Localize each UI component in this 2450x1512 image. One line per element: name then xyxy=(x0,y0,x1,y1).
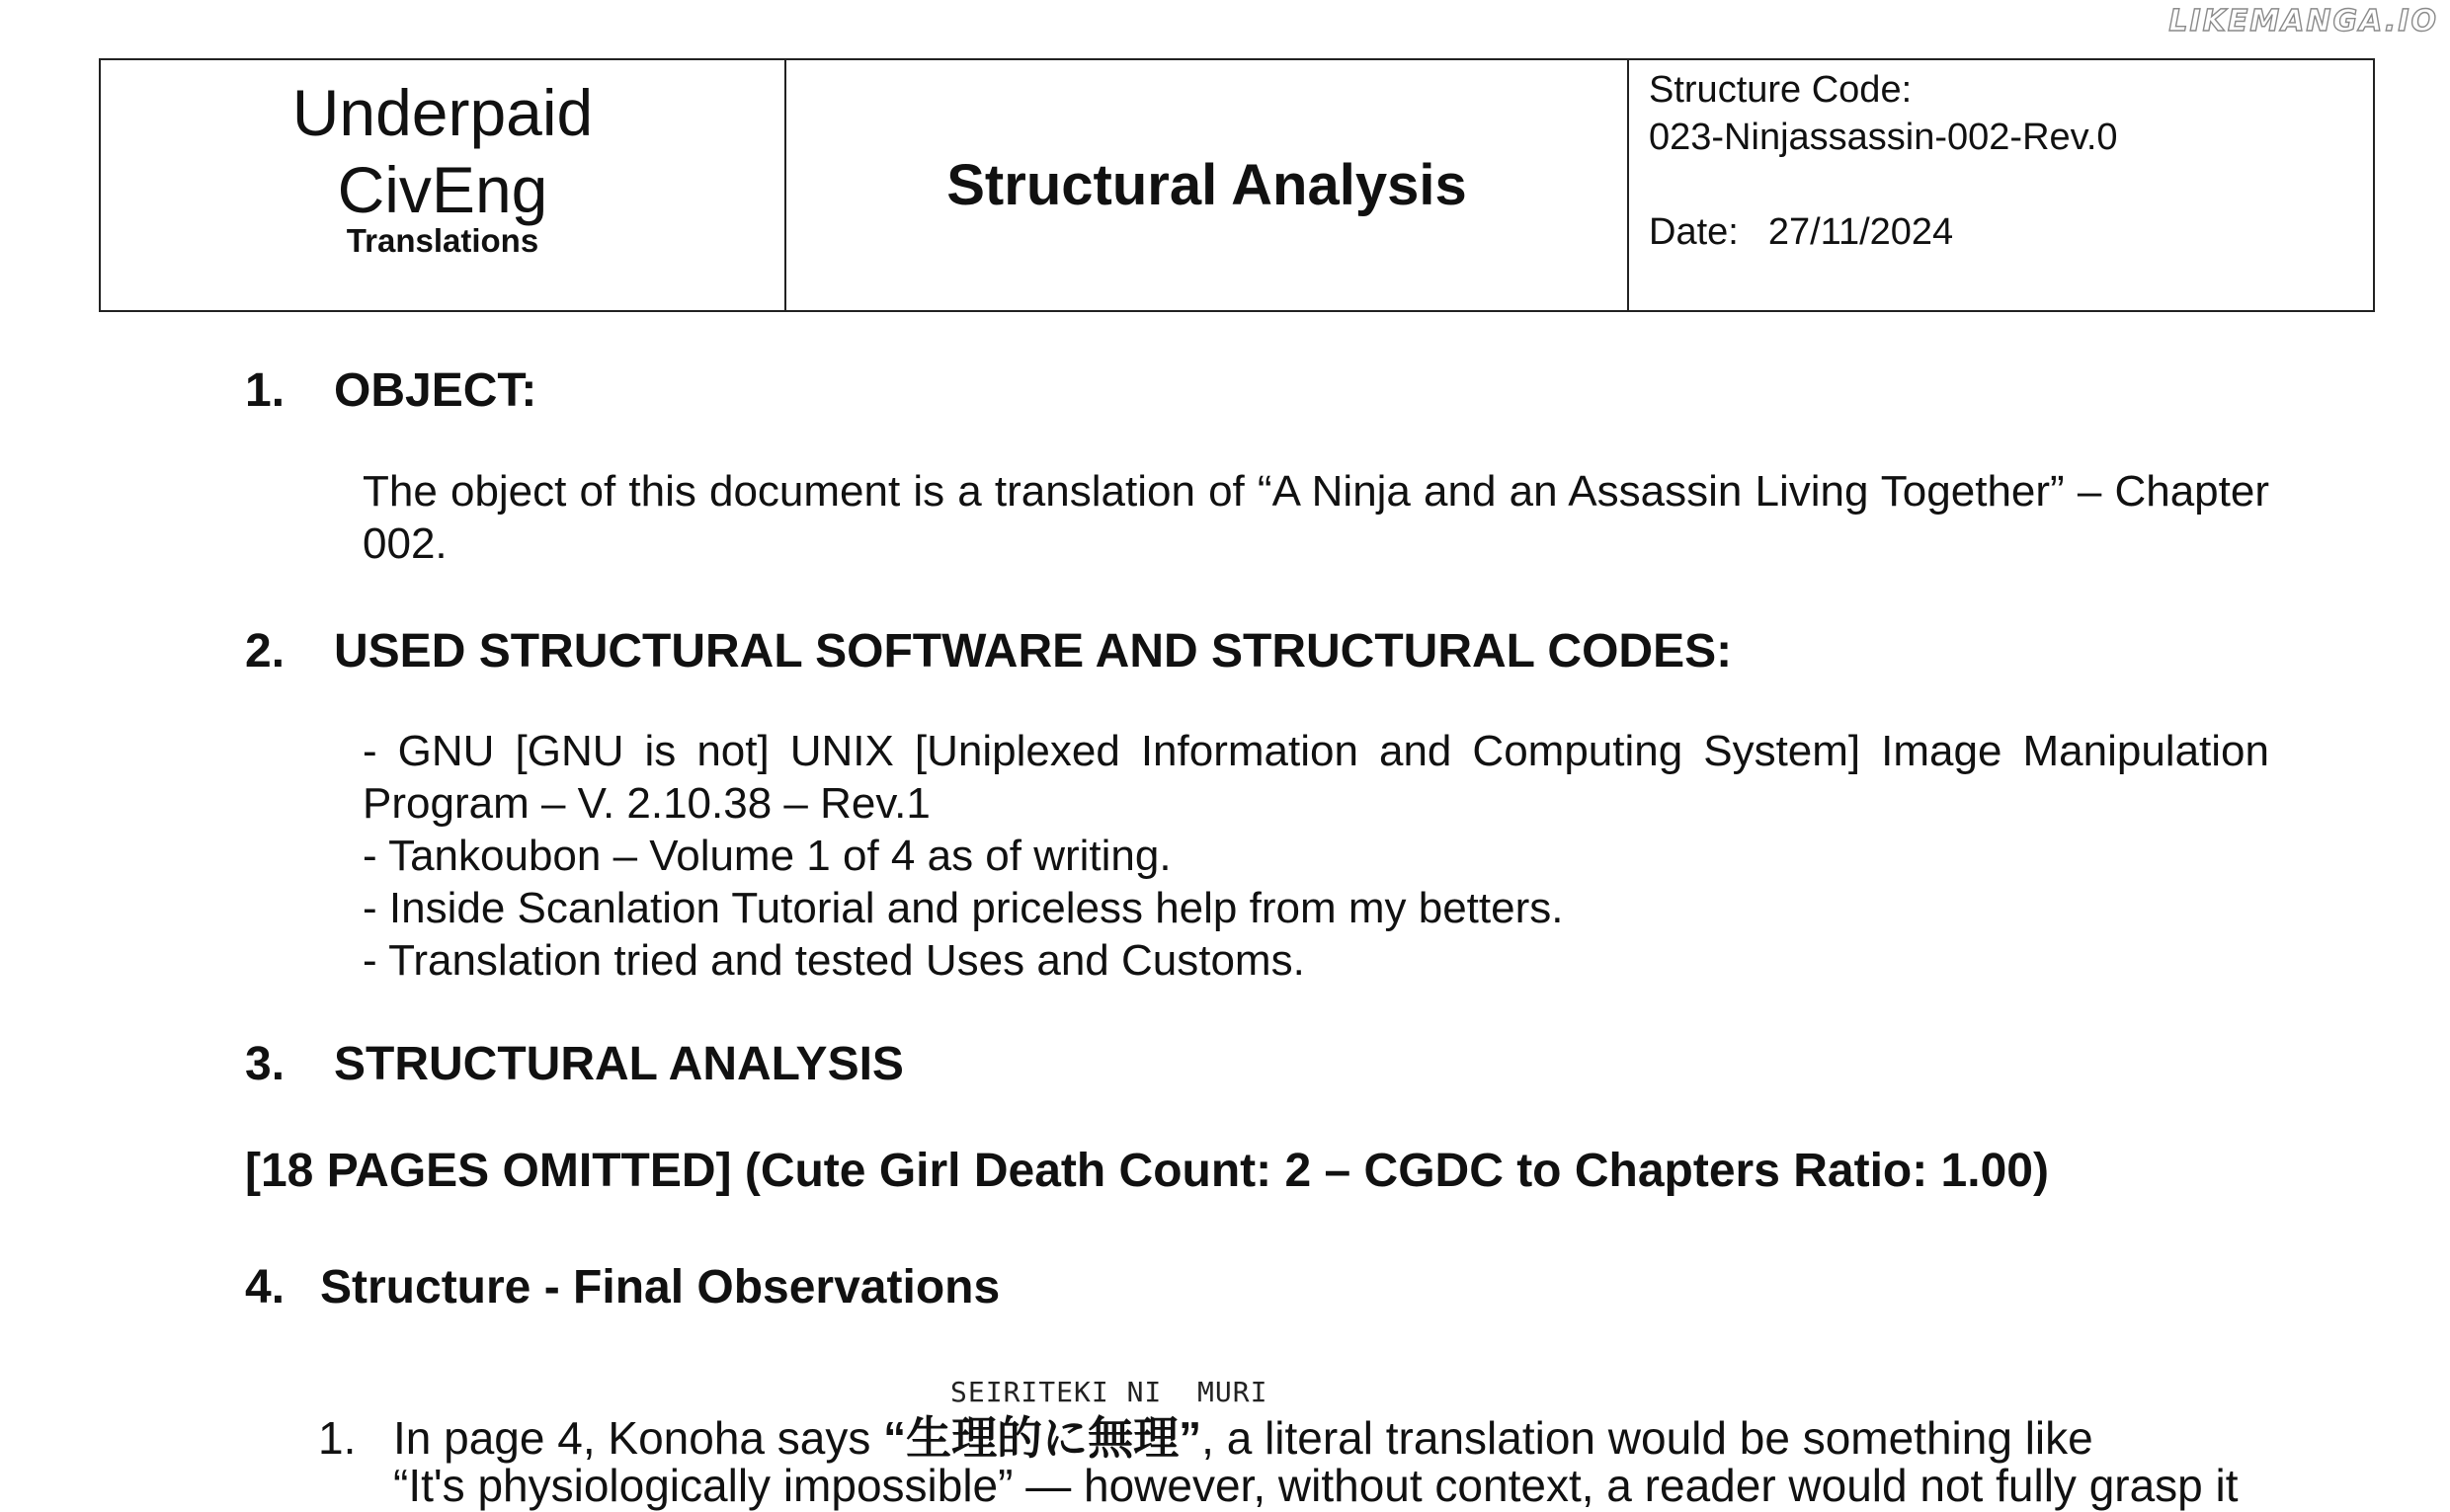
observation-text-before: In page 4, Konoha says xyxy=(393,1412,884,1464)
document-header-table xyxy=(99,58,2375,312)
section-title: Structure - Final Observations xyxy=(320,1261,1001,1313)
logo-cell xyxy=(101,60,786,310)
list-item: - Tankoubon – Volume 1 of 4 as of writing. xyxy=(363,832,1172,880)
section-number: 3. xyxy=(245,1038,286,1090)
section-heading-observations xyxy=(245,1260,1000,1314)
observation-continuation: “It's physiologically impossible” — however, without context, a reader would not fully grasp it xyxy=(393,1460,2239,1511)
observation-text-after: , a literal translation would be something like xyxy=(1201,1412,2093,1464)
list-item: - GNU [GNU is not] UNIX [Uniplexed Information and Computing System] Image Manipulation Program – V. 2.10.38 – Rev.1 xyxy=(363,727,2269,828)
document-title: Structural Analysis xyxy=(786,60,1629,310)
section-number: 1. xyxy=(245,364,286,417)
furigana-reading: SEIRITEKI NI MURI xyxy=(950,1376,1268,1408)
structure-code-label: Structure Code: xyxy=(1649,69,1913,111)
object-paragraph: The object of this document is a translation of “A Ninja and an Assassin Living Together” – Chapter 002. xyxy=(363,467,2269,568)
section-heading-analysis xyxy=(245,1037,904,1091)
section-heading-software xyxy=(245,624,1732,678)
list-item: - Inside Scanlation Tutorial and priceless help from my betters. xyxy=(363,884,1564,932)
meta-cell xyxy=(1629,60,2377,310)
date-label: Date: xyxy=(1649,211,1739,253)
section-number: 4. xyxy=(245,1261,286,1313)
date-row xyxy=(1649,208,2377,256)
site-watermark: LIKEMANGA.IO xyxy=(2168,4,2438,39)
structure-code-value: 023-Ninjassassin-002-Rev.0 xyxy=(1649,117,2118,158)
date-value: 27/11/2024 xyxy=(1767,211,1954,253)
list-item: - Translation tried and tested Uses and Customs. xyxy=(363,936,1305,985)
section-title: OBJECT: xyxy=(334,364,537,417)
section-number: 2. xyxy=(245,625,286,677)
logo-line-2: CivEng xyxy=(337,153,548,226)
software-list xyxy=(363,725,2269,987)
section-title: USED STRUCTURAL SOFTWARE AND STRUCTURAL CODES: xyxy=(334,625,1733,677)
omitted-pages-note: [18 PAGES OMITTED] (Cute Girl Death Count: 2 – CGDC to Chapters Ratio: 1.00) xyxy=(245,1145,2049,1197)
quote-close: ” xyxy=(1179,1412,1202,1464)
logo-line-1: Underpaid xyxy=(291,76,594,149)
section-title: STRUCTURAL ANALYSIS xyxy=(334,1038,904,1090)
section-heading-object xyxy=(245,363,536,418)
japanese-phrase: 生理的に無理 xyxy=(906,1411,1180,1465)
quote-open: “ xyxy=(883,1412,907,1464)
observation-number: 1. xyxy=(318,1412,357,1464)
logo-subtitle: Translations xyxy=(346,222,539,259)
